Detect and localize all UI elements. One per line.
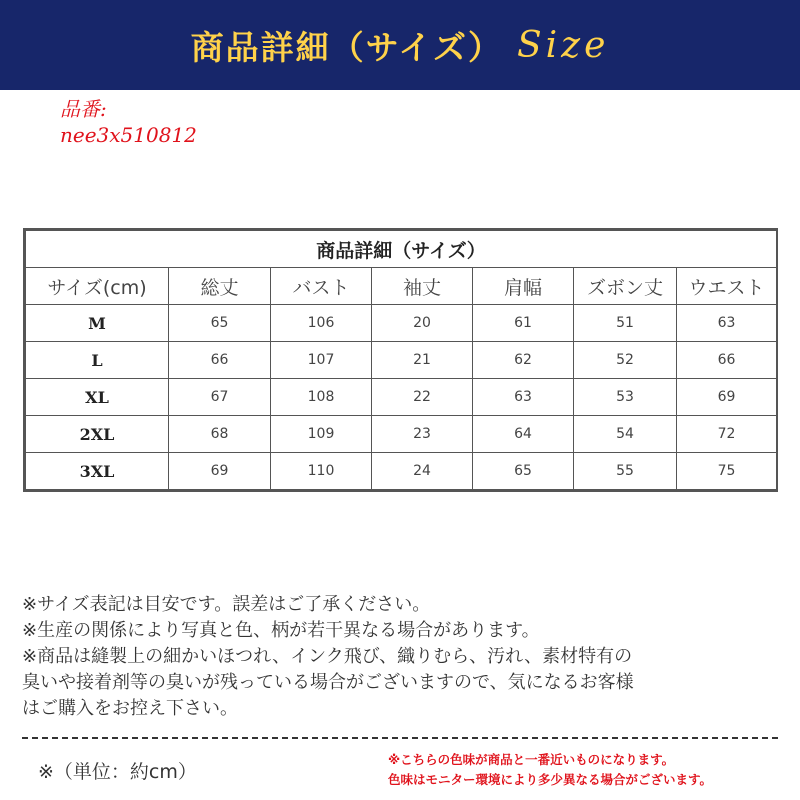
table-cell: 53	[574, 379, 677, 416]
size-label: 2XL	[26, 416, 169, 453]
note-line: ※サイズ表記は目安です。誤差はご了承ください。	[22, 594, 431, 615]
table-cell: 64	[473, 416, 574, 453]
table-cell: 109	[271, 416, 372, 453]
color-note-line: ※こちらの色味が商品と一番近いものになります。	[388, 752, 675, 767]
table-cell: 75	[677, 453, 777, 490]
table-cell: 21	[372, 342, 473, 379]
size-label: M	[26, 305, 169, 342]
header-size: サイズ(cm)	[26, 268, 169, 305]
unit-note: ※（単位：約cm）	[38, 761, 197, 783]
table-cell: 69	[169, 453, 271, 490]
table-cell: 20	[372, 305, 473, 342]
table-cell: 55	[574, 453, 677, 490]
table-cell: 106	[271, 305, 372, 342]
table-cell: 24	[372, 453, 473, 490]
table-cell: 67	[169, 379, 271, 416]
note-line: はご購入をお控え下さい。	[22, 698, 238, 719]
table-cell: 68	[169, 416, 271, 453]
table-cell: 110	[271, 453, 372, 490]
table-cell: 72	[677, 416, 777, 453]
banner-title: 商品詳細（サイズ）	[190, 27, 503, 67]
note-line: ※生産の関係により写真と色、柄が若干異なる場合があります。	[22, 620, 540, 641]
size-table	[23, 228, 778, 492]
size-label: L	[26, 342, 169, 379]
table-cell: 107	[271, 342, 372, 379]
table-cell: 66	[677, 342, 777, 379]
size-label: XL	[26, 379, 169, 416]
table-cell: 65	[473, 453, 574, 490]
table-cell: 51	[574, 305, 677, 342]
header-sleeve: 袖丈	[372, 268, 473, 305]
table-caption: 商品詳細（サイズ）	[26, 231, 777, 268]
table-cell: 22	[372, 379, 473, 416]
product-code-label: 品番:	[60, 97, 107, 121]
table-header-row	[26, 268, 777, 305]
table-row	[26, 305, 777, 342]
table-cell: 62	[473, 342, 574, 379]
color-note-line: 色味はモニター環境により多少異なる場合がございます。	[388, 772, 713, 787]
header-waist: ウエスト	[677, 268, 777, 305]
table-row	[26, 453, 777, 490]
header-total-length: 総丈	[169, 268, 271, 305]
table-cell: 54	[574, 416, 677, 453]
header-bust: バスト	[271, 268, 372, 305]
table-cell: 63	[677, 305, 777, 342]
note-line: 臭いや接着剤等の臭いが残っている場合がございますので、気になるお客様	[22, 672, 634, 693]
table-row	[26, 379, 777, 416]
notes-block	[22, 592, 634, 722]
color-note	[388, 750, 712, 790]
size-label: 3XL	[26, 453, 169, 490]
header-banner	[0, 0, 800, 90]
product-code-value: nee3x510812	[60, 123, 197, 147]
table-cell: 52	[574, 342, 677, 379]
header-pants-length: ズボン丈	[574, 268, 677, 305]
table-cell: 23	[372, 416, 473, 453]
note-line: ※商品は縫製上の細かいほつれ、インク飛び、織りむら、汚れ、素材特有の	[22, 646, 633, 667]
banner-size-word: Size	[516, 24, 610, 66]
table-cell: 65	[169, 305, 271, 342]
table-cell: 61	[473, 305, 574, 342]
table-cell: 108	[271, 379, 372, 416]
dashed-divider	[22, 737, 778, 739]
table-cell: 63	[473, 379, 574, 416]
table-cell: 69	[677, 379, 777, 416]
table-row	[26, 416, 777, 453]
table-cell: 66	[169, 342, 271, 379]
product-code	[60, 96, 197, 148]
table-row	[26, 342, 777, 379]
header-shoulder: 肩幅	[473, 268, 574, 305]
